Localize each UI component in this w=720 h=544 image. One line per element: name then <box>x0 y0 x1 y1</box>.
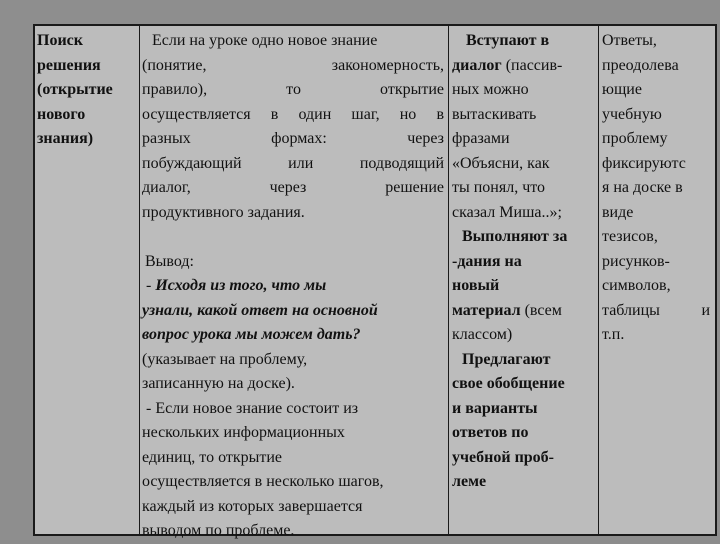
blank-line <box>142 225 444 250</box>
text-line: Вступают в <box>466 32 550 49</box>
text-line: преодолева <box>602 56 679 74</box>
stage-title-line: (открытие <box>37 81 113 98</box>
bold-fragment: материал <box>452 301 521 319</box>
text-line: осуществляется в один шаг, но в <box>142 105 444 123</box>
text-line: т.п. <box>602 326 625 343</box>
column-divider <box>598 24 599 536</box>
text-line: таблицы и <box>602 301 710 319</box>
text-line: Выполняют за <box>462 228 568 245</box>
text-line: вытаскивать <box>452 105 537 123</box>
text-line: учебную <box>602 105 662 123</box>
text-line: ющие <box>602 81 642 98</box>
text-line: - Если новое знание состоит из <box>142 399 359 417</box>
text-line: я на доске в <box>602 179 683 196</box>
text-line: фразами <box>452 130 510 147</box>
text-line: тезисов, <box>602 228 658 245</box>
question-line: узнали, какой ответ на основной <box>142 301 378 319</box>
stage-title-line: Поиск <box>37 32 83 49</box>
text-fragment: (пассив- <box>501 56 563 74</box>
text-line: продуктивного задания. <box>142 203 305 221</box>
question-dash: - <box>142 277 156 294</box>
text-line: (понятие, закономерность, <box>142 56 444 74</box>
student-activity-cell <box>452 29 596 495</box>
text-line: ответов по <box>452 424 529 441</box>
text-line: рисунков- <box>602 252 670 270</box>
text-line: новый <box>452 277 500 294</box>
text-line: ных можно <box>452 81 529 98</box>
text-line: леме <box>452 473 487 490</box>
question-text: Исходя из того, что мы <box>155 277 327 294</box>
text-line: записанную на доске). <box>142 375 295 392</box>
text-line: Если на уроке одно новое знание <box>152 32 378 49</box>
text-line: диалог, через решение <box>142 179 444 196</box>
text-line: Предлагают <box>462 350 551 368</box>
result-cell <box>602 29 710 348</box>
conclusion-label: Вывод: <box>145 252 194 270</box>
stage-title-line: нового <box>37 105 86 123</box>
text-line: осуществляется в несколько шагов, <box>142 473 384 490</box>
text-line: нескольких информационных <box>142 424 345 441</box>
text-line: побуждающий или подводящий <box>142 154 444 172</box>
text-line: «Объясни, как <box>452 154 550 172</box>
stage-title-line: знания) <box>37 130 94 147</box>
question-line: вопрос урока мы можем дать? <box>142 326 361 343</box>
text-line: сказал Миша..»; <box>452 203 562 221</box>
text-line <box>452 54 596 79</box>
text-line: правило), то открытие <box>142 81 444 98</box>
text-line: разных формах: через <box>142 130 444 147</box>
text-line: учебной проб- <box>452 448 555 466</box>
text-line: единиц, то открытие <box>142 448 283 466</box>
text-line: каждый из которых завершается <box>142 497 363 515</box>
question-line <box>142 274 444 299</box>
text-line: Ответы, <box>602 32 657 49</box>
column-divider <box>139 24 140 536</box>
text-line: фиксируютс <box>602 154 686 172</box>
text-fragment: (всем <box>520 301 562 319</box>
text-line: проблему <box>602 130 668 147</box>
stage-title-line: решения <box>37 56 101 74</box>
text-line: свое обобщение <box>452 375 565 392</box>
text-line: символов, <box>602 277 671 294</box>
text-line: и варианты <box>452 399 538 417</box>
text-line <box>452 299 596 324</box>
text-line: виде <box>602 203 634 221</box>
bold-fragment: диалог <box>452 56 502 74</box>
text-line: классом) <box>452 326 513 343</box>
stage-title-cell <box>37 29 137 152</box>
teacher-activity-cell <box>142 29 444 544</box>
text-line: (указывает на проблему, <box>142 350 308 368</box>
text-line: ты понял, что <box>452 179 546 196</box>
text-line: -дания на <box>452 252 522 270</box>
text-line: выводом по проблеме. <box>142 522 295 539</box>
column-divider <box>448 24 449 536</box>
